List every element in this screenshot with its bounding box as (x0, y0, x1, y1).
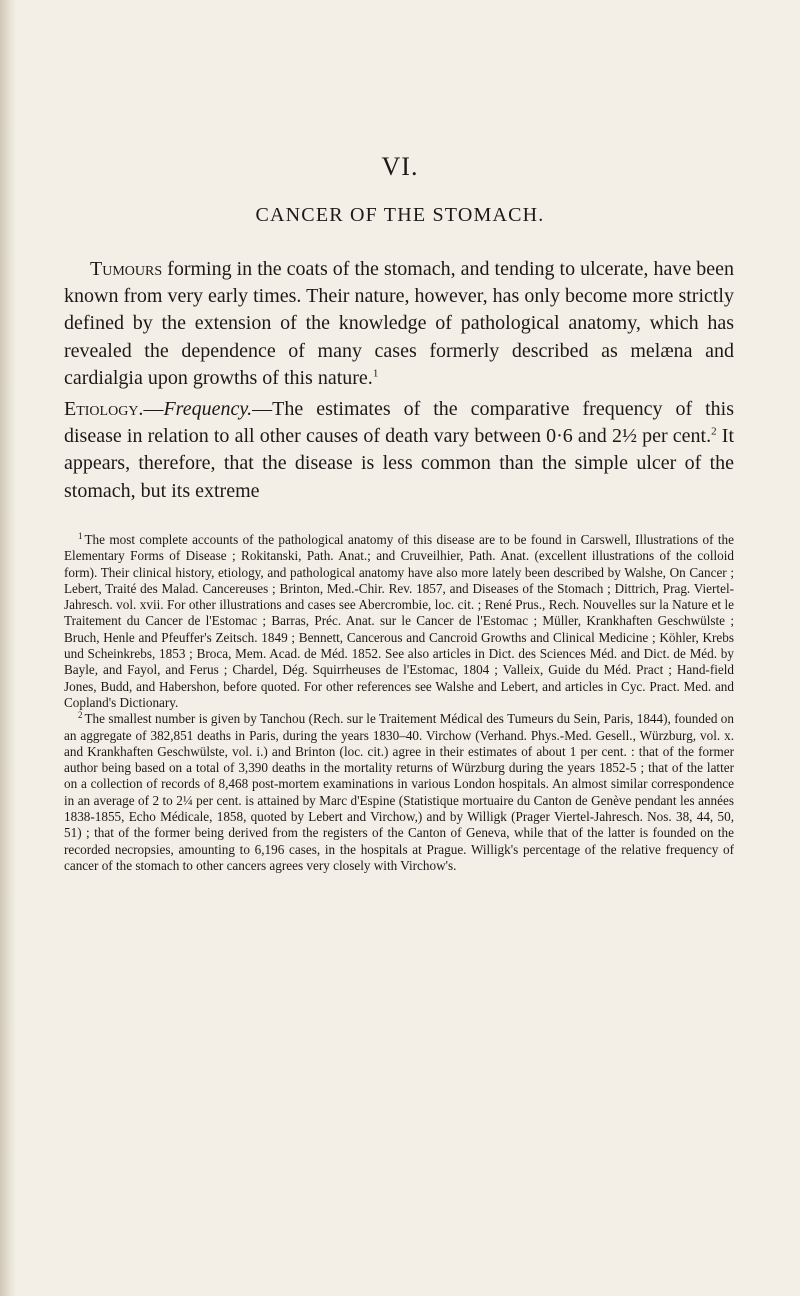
heading-dash: — (143, 398, 164, 420)
footnote-mark: 1 (78, 530, 83, 541)
intro-paragraph (64, 256, 734, 392)
footnote (64, 711, 734, 874)
intro-paragraph-text: forming in the coats of the stomach, and tending to ulcerate, have been known from very early times. Their nature, however, has only become more strictly defined by the extension of the knowledge of pathological anatomy, which has revealed the dependence of many cases formerly described as melæna and cardialgia upon growths of this nature. (64, 258, 734, 389)
footnote-text: The most complete accounts of the pathological anatomy of this disease are to be found in Carswell, Illustrations of the Elementary Forms of Disease ; Rokitanski, Path. Anat.; and Cruveilhier, Path. Anat. (excellent illustrations of the colloid form). Their clinical history, etiology, and pathological anatomy have also more lately been described by Walshe, On Cancer ; Lebert, Traité des Malad. Cancereuses ; Brinton, Med.-Chir. Rev. 1857, and Diseases of the Stomach ; Dittrich, Prag. Viertel-Jahresch. vol. xvii. For other illustrations and cases see Abercrombie, loc. cit. ; René Prus., Rech. Nouvelles sur la Nature et le Traitement du Cancer de l'Estomac ; Barras, Préc. Anat. sur le Cancer de l'Estomac ; Müller, Krankhaften Geschwülste ; Bruch, Henle and Pfeuffer's Zeitsch. 1849 ; Bennett, Cancerous and Cancroid Growths and Clinical Medicine ; Köhler, Krebs und Scheinkrebs, 1853 ; Broca, Mem. Acad. de Méd. 1852. See also articles in Dict. des Sciences Méd. and Dict. de Méd. by Bayle, and Fayol, and Ferus ; Chardel, Dég. Squirrheuses de l'Estomac, 1804 ; Valleix, Guide du Méd. Pract ; Hand-field Jones, Budd, and Habershon, before quoted. For other references see Walshe and Lebert, and articles in Cyc. Pract. Med. and Copland's Dictionary. (64, 532, 734, 710)
etiology-paragraph (64, 396, 734, 505)
footnotes-block (64, 532, 734, 874)
chapter-number: VI. (381, 152, 419, 181)
page-spine-shadow (0, 0, 16, 1296)
section-heading-etiology: Etiology. (64, 398, 144, 420)
footnote (64, 532, 734, 711)
subsection-heading-frequency: Frequency. (163, 398, 253, 420)
etiology-text-a: —The estimates of the comparative frequency of this disease in relation to all other causes of death vary between 0·6 and 2½ per cent. (64, 398, 734, 448)
footnote-text: The smallest number is given by Tanchou (Rech. sur le Traitement Médical des Tumeurs du Sein, Paris, 1844), founded on an aggregate of 382,851 deaths in Paris, during the years 1830–40. Virchow (Verhand. Phys.-Med. Gesell., Würzburg, vol. x. and Krankhaften Geschwülste, vol. i.) and Brinton (loc. cit.) agree in their estimates of about 1 per cent. : that of the former author being based on a total of 3,390 deaths in the mortality returns of Würzburg during the years 1852-5 ; that of the latter on a collection of records of 8,468 post-mortem examinations in various London hospitals. An almost similar correspondence in an average of 2 to 2¼ per cent. is attained by Marc d'Espine (Statistique mortuaire du Canton de Genève pendant les années 1838-1855, Echo Médicale, 1858, quoted by Lebert and Virchow,) and by Willigk (Prager Viertel-Jahresch. Nos. 38, 44, 50, 51) ; that of the former being derived from the registers of the Canton of Geneva, while that of the latter is founded on the recorded necropsies, amounting to 6,196 cases, in the hospitals at Prague. Willigk's percentage of the relative frequency of cancer of the stomach to other cancers agrees very closely with Virchow's. (64, 711, 734, 873)
footnote-mark: 2 (78, 709, 83, 720)
footnote-ref-1: 1 (372, 367, 379, 380)
etiology-text-b: It appears, therefore, that the disease is less common than the simple ulcer of the stomach, but its extreme (64, 425, 734, 502)
chapter-title: CANCER OF THE STOMACH. (255, 204, 545, 226)
footnote-ref-2: 2 (711, 425, 717, 438)
paragraph-lead-word: Tumours (90, 258, 163, 280)
